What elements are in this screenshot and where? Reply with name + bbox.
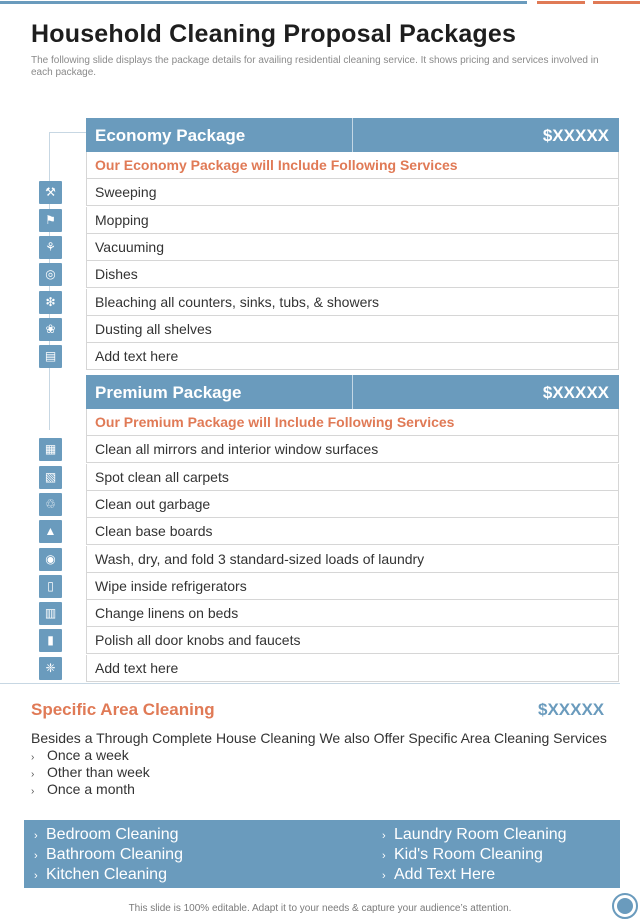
table-row: Clean base boards (86, 518, 619, 545)
fridge-icon: ▯ (39, 575, 62, 598)
top-bar-orange-1 (537, 1, 585, 4)
specific-area-price: $XXXXX (538, 700, 605, 719)
list-item: › Once a week (31, 747, 150, 764)
table-row: Add text here (86, 655, 619, 682)
chevron-right-icon: › (31, 769, 35, 780)
table-row: Spot clean all carpets (86, 464, 619, 491)
chevron-right-icon: › (34, 850, 38, 862)
chevron-right-icon: › (31, 786, 35, 797)
door-icon: ▮ (39, 629, 62, 652)
table-row: Vacuuming (86, 234, 619, 261)
list-item: › Bathroom Cleaning (26, 845, 183, 865)
list-item: › Kid's Room Cleaning (374, 845, 567, 865)
table-row: Wash, dry, and fold 3 standard-sized loads of laundry (86, 546, 619, 573)
table-row: Bleaching all counters, sinks, tubs, & showers (86, 289, 619, 316)
list-item: › Laundry Room Cleaning (374, 825, 567, 845)
list-item: › Bedroom Cleaning (26, 825, 183, 845)
duster-icon: ❀ (39, 318, 62, 341)
top-bar-orange-2 (593, 1, 640, 4)
washer-icon: ◉ (39, 548, 62, 571)
list-item: › Other than week (31, 764, 150, 781)
corner-circle-icon (612, 893, 638, 919)
table-row: Clean all mirrors and interior window surfaces (86, 436, 619, 463)
carpet-icon: ▧ (39, 466, 62, 489)
garbage-icon: ♲ (39, 493, 62, 516)
header-divider (352, 375, 353, 409)
table-row: Polish all door knobs and faucets (86, 627, 619, 654)
table-row: Sweeping (86, 179, 619, 206)
chevron-right-icon: › (382, 850, 386, 862)
connector-line-horizontal (49, 132, 86, 133)
baseboard-icon: ▲ (39, 520, 62, 543)
frequency-list (31, 747, 150, 798)
area-services-right (374, 825, 567, 885)
list-item: › Once a month (31, 781, 150, 798)
spray-bottle-icon: ❈ (39, 657, 62, 680)
mop-icon: ⚑ (39, 209, 62, 232)
linens-icon: ▥ (39, 602, 62, 625)
specific-area-title: Specific Area Cleaning (31, 700, 215, 719)
table-row: Mopping (86, 207, 619, 234)
premium-package-price: $XXXXX (542, 383, 609, 402)
chevron-right-icon: › (34, 870, 38, 882)
premium-services-heading: Our Premium Package will Include Following Services (86, 409, 619, 436)
section-separator (0, 683, 620, 684)
economy-services-heading: Our Economy Package will Include Following Services (86, 152, 619, 179)
specific-area-description: Besides a Through Complete House Cleaning We also Offer Specific Area Cleaning Services (31, 730, 607, 746)
header-divider (352, 118, 353, 152)
premium-package-name: Premium Package (95, 383, 242, 402)
top-accent-bar (0, 0, 640, 6)
economy-package-price: $XXXXX (542, 126, 609, 145)
window-icon: ▦ (39, 438, 62, 461)
table-row: Dusting all shelves (86, 316, 619, 343)
table-row: Clean out garbage (86, 491, 619, 518)
chevron-right-icon: › (382, 830, 386, 842)
footer-note: This slide is 100% editable. Adapt it to your needs & capture your audience’s attention. (128, 903, 512, 914)
page-subtitle: The following slide displays the package details for availing residential cleaning service. It shows pricing and services involved in each package. (31, 55, 599, 78)
table-row: Dishes (86, 261, 619, 288)
table-row: Add text here (86, 343, 619, 370)
dishes-icon: ◎ (39, 263, 62, 286)
list-item: › Kitchen Cleaning (26, 865, 183, 885)
page-title: Household Cleaning Proposal Packages (31, 20, 517, 48)
area-services-left (26, 825, 183, 885)
economy-package-header (86, 118, 619, 152)
vacuum-icon: ⚘ (39, 236, 62, 259)
premium-package-header (86, 375, 619, 409)
table-row: Change linens on beds (86, 600, 619, 627)
chevron-right-icon: › (31, 752, 35, 763)
list-item: › Add Text Here (374, 865, 567, 885)
area-services-box (24, 820, 620, 888)
broom-icon: ⚒ (39, 181, 62, 204)
table-row: Wipe inside refrigerators (86, 573, 619, 600)
chevron-right-icon: › (34, 830, 38, 842)
spray-icon: ❇ (39, 291, 62, 314)
chevron-right-icon: › (382, 870, 386, 882)
bucket-icon: ▤ (39, 345, 62, 368)
economy-package-name: Economy Package (95, 126, 246, 145)
top-bar-blue (0, 1, 527, 4)
